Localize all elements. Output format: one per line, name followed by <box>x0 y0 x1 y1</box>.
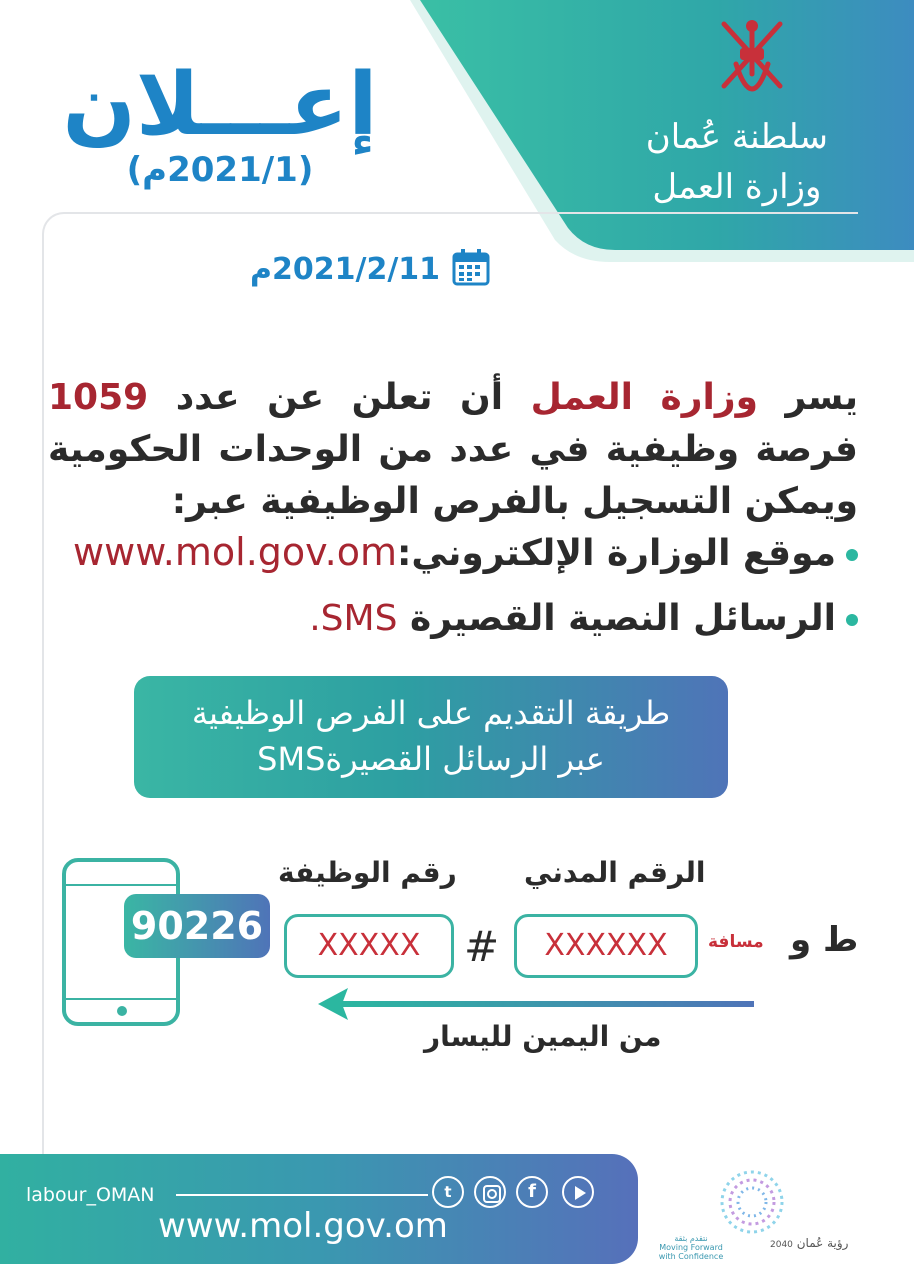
job-count: 1059 <box>48 377 149 418</box>
para-text-2: أن تعلن عن عدد <box>148 377 531 418</box>
ministry-name <box>646 112 828 212</box>
announcement-number: (2021/1م) <box>126 150 314 190</box>
bullet-website-label: موقع الوزارة الإلكتروني: <box>397 533 836 574</box>
website-link[interactable]: www.mol.gov.om <box>73 530 398 574</box>
twitter-icon[interactable]: t <box>432 1176 464 1208</box>
vision-label <box>770 1236 848 1250</box>
facebook-icon[interactable]: f <box>516 1176 548 1208</box>
job-number-box: XXXXX <box>284 914 454 978</box>
banner-line-1: طريقة التقديم على الفرص الوظيفية <box>191 694 671 732</box>
bullet-dot <box>846 549 858 561</box>
social-handle[interactable]: labour_OMAN <box>26 1184 155 1206</box>
vision-2040-swirl-icon <box>704 1162 796 1240</box>
vision-year: 2040 <box>770 1240 793 1250</box>
calendar-icon <box>452 248 490 286</box>
ministry-line-labour: وزارة العمل <box>652 167 822 207</box>
para-text-1: يسر <box>757 377 859 418</box>
bullet-website <box>48 530 858 574</box>
oman-emblem-icon <box>706 14 798 114</box>
civil-number-label: الرقم المدني <box>524 856 706 889</box>
bullet-sms-label: الرسائل النصية القصيرة <box>397 598 836 639</box>
job-number-label: رقم الوظيفة <box>278 856 457 889</box>
direction-note: من اليمين لليسار <box>424 1020 662 1053</box>
hash-separator: # <box>464 922 500 971</box>
slogan-en-2: with Confidence <box>658 1252 724 1261</box>
announcement-title: إعـــلان <box>62 55 378 155</box>
footer-divider <box>176 1194 428 1196</box>
bullet-sms <box>48 598 858 639</box>
slogan-en-1: Moving Forward <box>659 1243 723 1252</box>
left-arrow-icon <box>318 988 756 1020</box>
sms-instructions-banner <box>134 676 728 798</box>
space-label: مسافة <box>708 932 764 952</box>
ministry-line-sultanate: سلطنة عُمان <box>645 117 828 157</box>
announcement-date: 2021/2/11م <box>250 252 441 287</box>
banner-line-2: عبر الرسائل القصيرةSMS <box>257 740 605 778</box>
instagram-icon[interactable] <box>474 1176 506 1208</box>
civil-number-box: XXXXXX <box>514 914 698 978</box>
vision-text: رؤية عُمان <box>796 1236 849 1250</box>
short-number-badge <box>124 894 270 958</box>
youtube-icon[interactable] <box>562 1176 594 1208</box>
short-number: 90226 <box>130 904 264 948</box>
footer-website[interactable]: www.mol.gov.om <box>158 1206 448 1246</box>
ministry-highlight: وزارة العمل <box>530 377 758 418</box>
announcement-paragraph <box>48 372 858 528</box>
slogan-ar: نتقدم بثقة <box>674 1234 708 1243</box>
sms-highlight: SMS. <box>309 598 398 639</box>
sms-prefix: ط و <box>790 920 859 960</box>
para-text-3: فرصة وظيفية في عدد من الوحدات الحكومية ويمكن التسجيل بالفرص الوظيفية عبر: <box>48 429 858 522</box>
bullet-dot <box>846 614 858 626</box>
